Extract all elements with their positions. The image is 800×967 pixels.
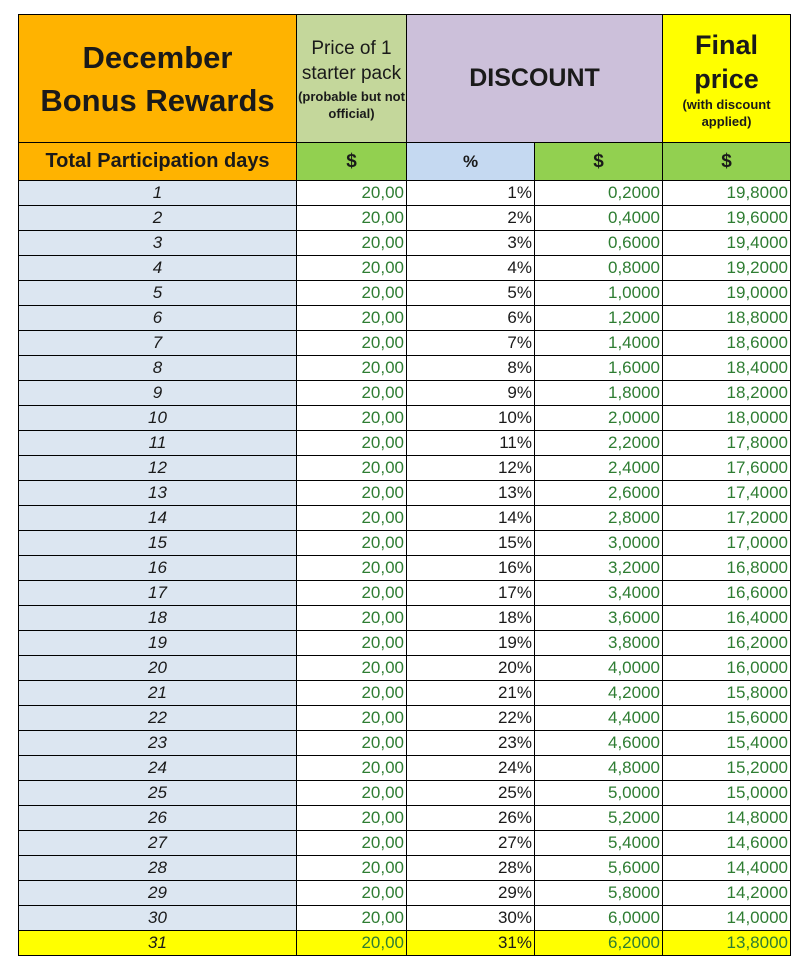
discount-amount-cell[interactable]: 6,2000 [535, 931, 663, 956]
discount-percent-cell[interactable]: 17% [407, 581, 535, 606]
discount-percent-cell[interactable]: 18% [407, 606, 535, 631]
discount-percent-cell[interactable]: 5% [407, 281, 535, 306]
discount-percent-cell[interactable]: 7% [407, 331, 535, 356]
table-row [19, 931, 791, 956]
final-price-cell[interactable]: 19,8000 [663, 181, 791, 206]
final-price-cell[interactable]: 16,2000 [663, 631, 791, 656]
final-price-cell[interactable]: 14,0000 [663, 906, 791, 931]
final-price-cell[interactable]: 18,6000 [663, 331, 791, 356]
final-price-cell[interactable]: 14,2000 [663, 881, 791, 906]
table-row [19, 656, 791, 681]
discount-percent-cell[interactable]: 19% [407, 631, 535, 656]
discount-amount-cell[interactable]: 2,0000 [535, 406, 663, 431]
price-header-note: (probable but not official) [298, 88, 405, 121]
final-price-cell[interactable]: 18,2000 [663, 381, 791, 406]
participation-day-cell[interactable]: 27 [19, 831, 297, 856]
final-price-cell[interactable]: 19,0000 [663, 281, 791, 306]
discount-amount-cell[interactable]: 5,4000 [535, 831, 663, 856]
table-row [19, 731, 791, 756]
table-row [19, 581, 791, 606]
participation-day-cell[interactable]: 13 [19, 481, 297, 506]
price-cell[interactable]: 20,00 [297, 306, 407, 331]
discount-percent-cell[interactable]: 9% [407, 381, 535, 406]
final-price-cell[interactable]: 19,4000 [663, 231, 791, 256]
discount-percent-cell[interactable]: 26% [407, 806, 535, 831]
discount-percent-cell[interactable]: 25% [407, 781, 535, 806]
rewards-table [18, 14, 791, 956]
final-price-cell[interactable]: 19,6000 [663, 206, 791, 231]
final-price-cell[interactable]: 14,4000 [663, 856, 791, 881]
participation-day-cell[interactable]: 1 [19, 181, 297, 206]
discount-amount-cell[interactable]: 0,2000 [535, 181, 663, 206]
price-cell[interactable]: 20,00 [297, 656, 407, 681]
participation-day-cell[interactable]: 3 [19, 231, 297, 256]
table-row [19, 806, 791, 831]
final-price-cell[interactable]: 14,8000 [663, 806, 791, 831]
final-price-cell[interactable]: 16,0000 [663, 656, 791, 681]
price-cell[interactable]: 20,00 [297, 881, 407, 906]
final-price-cell[interactable]: 18,8000 [663, 306, 791, 331]
participation-day-cell[interactable]: 4 [19, 256, 297, 281]
discount-amount-cell[interactable]: 1,6000 [535, 356, 663, 381]
price-cell[interactable]: 20,00 [297, 431, 407, 456]
participation-day-cell[interactable]: 25 [19, 781, 297, 806]
discount-percent-cell[interactable]: 29% [407, 881, 535, 906]
price-cell[interactable]: 20,00 [297, 931, 407, 956]
discount-amount-cell[interactable]: 1,8000 [535, 381, 663, 406]
table-row [19, 331, 791, 356]
discount-header-cell[interactable] [407, 15, 663, 143]
participation-day-cell[interactable]: 22 [19, 706, 297, 731]
discount-percent-cell[interactable]: 4% [407, 256, 535, 281]
participation-day-cell[interactable]: 9 [19, 381, 297, 406]
participation-day-cell[interactable]: 19 [19, 631, 297, 656]
table-body [19, 181, 791, 956]
price-cell[interactable]: 20,00 [297, 381, 407, 406]
final-price-cell[interactable]: 19,2000 [663, 256, 791, 281]
table-row [19, 431, 791, 456]
discount-amount-cell[interactable]: 2,8000 [535, 506, 663, 531]
price-cell[interactable]: 20,00 [297, 806, 407, 831]
price-cell[interactable]: 20,00 [297, 906, 407, 931]
price-cell[interactable]: 20,00 [297, 706, 407, 731]
discount-amount-cell[interactable]: 0,4000 [535, 206, 663, 231]
discount-amount-cell[interactable]: 5,0000 [535, 781, 663, 806]
table-row [19, 831, 791, 856]
discount-percent-cell[interactable]: 22% [407, 706, 535, 731]
discount-amount-cell[interactable]: 6,0000 [535, 906, 663, 931]
price-cell[interactable]: 20,00 [297, 831, 407, 856]
table-row [19, 456, 791, 481]
table-row [19, 281, 791, 306]
discount-percent-cell[interactable]: 11% [407, 431, 535, 456]
participation-day-cell[interactable]: 23 [19, 731, 297, 756]
final-price-cell[interactable]: 16,4000 [663, 606, 791, 631]
table-row [19, 881, 791, 906]
final-price-header-note: (with discount applied) [682, 96, 771, 129]
table-row [19, 481, 791, 506]
final-price-unit-header[interactable]: $ [663, 143, 791, 181]
final-price-cell[interactable]: 18,4000 [663, 356, 791, 381]
discount-percent-cell[interactable]: 6% [407, 306, 535, 331]
participation-day-cell[interactable]: 31 [19, 931, 297, 956]
price-cell[interactable]: 20,00 [297, 456, 407, 481]
participation-day-cell[interactable]: 11 [19, 431, 297, 456]
table-row [19, 681, 791, 706]
final-price-cell[interactable]: 17,2000 [663, 506, 791, 531]
participation-day-cell[interactable]: 29 [19, 881, 297, 906]
discount-amount-cell[interactable]: 2,2000 [535, 431, 663, 456]
discount-percent-cell[interactable]: 8% [407, 356, 535, 381]
discount-amount-cell[interactable]: 4,4000 [535, 706, 663, 731]
discount-amount-header[interactable]: $ [535, 143, 663, 181]
participation-day-cell[interactable]: 18 [19, 606, 297, 631]
table-row [19, 756, 791, 781]
final-price-cell[interactable]: 16,6000 [663, 581, 791, 606]
discount-percent-cell[interactable]: 3% [407, 231, 535, 256]
final-price-cell[interactable]: 17,0000 [663, 531, 791, 556]
discount-percent-cell[interactable]: 21% [407, 681, 535, 706]
price-cell[interactable]: 20,00 [297, 181, 407, 206]
participation-day-cell[interactable]: 20 [19, 656, 297, 681]
final-price-cell[interactable]: 14,6000 [663, 831, 791, 856]
table-row [19, 631, 791, 656]
discount-amount-cell[interactable]: 3,4000 [535, 581, 663, 606]
discount-amount-cell[interactable]: 2,6000 [535, 481, 663, 506]
price-cell[interactable]: 20,00 [297, 856, 407, 881]
title-line-1: December [82, 39, 233, 75]
discount-percent-cell[interactable]: 15% [407, 531, 535, 556]
table-row [19, 781, 791, 806]
final-price-cell[interactable]: 17,4000 [663, 481, 791, 506]
final-price-cell[interactable]: 15,2000 [663, 756, 791, 781]
table-row [19, 231, 791, 256]
discount-percent-cell[interactable]: 31% [407, 931, 535, 956]
final-price-cell[interactable]: 15,8000 [663, 681, 791, 706]
discount-amount-cell[interactable]: 2,4000 [535, 456, 663, 481]
participation-day-cell[interactable]: 7 [19, 331, 297, 356]
table-row [19, 706, 791, 731]
discount-amount-cell[interactable]: 5,8000 [535, 881, 663, 906]
price-cell[interactable]: 20,00 [297, 231, 407, 256]
table-row [19, 506, 791, 531]
price-cell[interactable]: 20,00 [297, 356, 407, 381]
participation-day-cell[interactable]: 24 [19, 756, 297, 781]
discount-percent-cell[interactable]: 30% [407, 906, 535, 931]
discount-percent-cell[interactable]: 10% [407, 406, 535, 431]
final-price-header-title: Final price [694, 29, 759, 94]
participation-day-cell[interactable]: 14 [19, 506, 297, 531]
price-unit-header[interactable]: $ [297, 143, 407, 181]
discount-amount-cell[interactable]: 1,4000 [535, 331, 663, 356]
table-row [19, 356, 791, 381]
price-cell[interactable]: 20,00 [297, 781, 407, 806]
price-cell[interactable]: 20,00 [297, 406, 407, 431]
table-row [19, 256, 791, 281]
price-cell[interactable]: 20,00 [297, 581, 407, 606]
participation-day-cell[interactable]: 15 [19, 531, 297, 556]
discount-amount-cell[interactable]: 3,0000 [535, 531, 663, 556]
discount-percent-cell[interactable]: 12% [407, 456, 535, 481]
price-cell[interactable]: 20,00 [297, 281, 407, 306]
price-header-title: Price of 1 starter pack [301, 37, 402, 84]
discount-percent-cell[interactable]: 24% [407, 756, 535, 781]
discount-amount-cell[interactable]: 3,2000 [535, 556, 663, 581]
discount-percent-cell[interactable]: 27% [407, 831, 535, 856]
price-cell[interactable]: 20,00 [297, 631, 407, 656]
price-cell[interactable]: 20,00 [297, 506, 407, 531]
discount-percent-cell[interactable]: 23% [407, 731, 535, 756]
participation-day-cell[interactable]: 12 [19, 456, 297, 481]
participation-day-cell[interactable]: 30 [19, 906, 297, 931]
final-price-cell[interactable]: 18,0000 [663, 406, 791, 431]
discount-amount-cell[interactable]: 5,2000 [535, 806, 663, 831]
days-column-header[interactable]: Total Participation days [19, 143, 297, 181]
discount-header-title: DISCOUNT [469, 64, 600, 92]
price-cell[interactable]: 20,00 [297, 681, 407, 706]
discount-amount-cell[interactable]: 5,6000 [535, 856, 663, 881]
table-row [19, 531, 791, 556]
participation-day-cell[interactable]: 8 [19, 356, 297, 381]
price-cell[interactable]: 20,00 [297, 731, 407, 756]
discount-amount-cell[interactable]: 3,6000 [535, 606, 663, 631]
discount-amount-cell[interactable]: 1,2000 [535, 306, 663, 331]
final-price-cell[interactable]: 15,4000 [663, 731, 791, 756]
price-cell[interactable]: 20,00 [297, 481, 407, 506]
participation-day-cell[interactable]: 17 [19, 581, 297, 606]
price-cell[interactable]: 20,00 [297, 256, 407, 281]
table-row [19, 306, 791, 331]
participation-day-cell[interactable]: 6 [19, 306, 297, 331]
table-row [19, 556, 791, 581]
participation-day-cell[interactable]: 2 [19, 206, 297, 231]
price-cell[interactable]: 20,00 [297, 331, 407, 356]
discount-percent-cell[interactable]: 14% [407, 506, 535, 531]
discount-percent-cell[interactable]: 13% [407, 481, 535, 506]
participation-day-cell[interactable]: 5 [19, 281, 297, 306]
table-row [19, 206, 791, 231]
title-line-2: Bonus Rewards [40, 82, 275, 118]
participation-day-cell[interactable]: 28 [19, 856, 297, 881]
table-row [19, 856, 791, 881]
final-price-cell[interactable]: 17,8000 [663, 431, 791, 456]
discount-amount-cell[interactable]: 1,0000 [535, 281, 663, 306]
discount-amount-cell[interactable]: 4,8000 [535, 756, 663, 781]
final-price-cell[interactable]: 15,0000 [663, 781, 791, 806]
discount-percent-cell[interactable]: 28% [407, 856, 535, 881]
final-price-cell[interactable]: 17,6000 [663, 456, 791, 481]
discount-percent-cell[interactable]: 2% [407, 206, 535, 231]
discount-amount-cell[interactable]: 3,8000 [535, 631, 663, 656]
final-price-cell[interactable]: 13,8000 [663, 931, 791, 956]
participation-day-cell[interactable]: 26 [19, 806, 297, 831]
price-cell[interactable]: 20,00 [297, 606, 407, 631]
discount-amount-cell[interactable]: 4,6000 [535, 731, 663, 756]
final-price-cell[interactable]: 16,8000 [663, 556, 791, 581]
discount-percent-cell[interactable]: 1% [407, 181, 535, 206]
discount-amount-cell[interactable]: 4,0000 [535, 656, 663, 681]
price-cell[interactable]: 20,00 [297, 531, 407, 556]
price-cell[interactable]: 20,00 [297, 206, 407, 231]
price-header-cell[interactable] [297, 15, 407, 143]
price-cell[interactable]: 20,00 [297, 756, 407, 781]
discount-percent-cell[interactable]: 20% [407, 656, 535, 681]
participation-day-cell[interactable]: 10 [19, 406, 297, 431]
participation-day-cell[interactable]: 16 [19, 556, 297, 581]
table-row [19, 406, 791, 431]
table-row [19, 381, 791, 406]
price-cell[interactable]: 20,00 [297, 556, 407, 581]
discount-percent-header[interactable]: % [407, 143, 535, 181]
table-title-cell[interactable] [19, 15, 297, 143]
table-row [19, 606, 791, 631]
discount-amount-cell[interactable]: 0,8000 [535, 256, 663, 281]
participation-day-cell[interactable]: 21 [19, 681, 297, 706]
discount-percent-cell[interactable]: 16% [407, 556, 535, 581]
final-price-header-cell[interactable] [663, 15, 791, 143]
table-row [19, 906, 791, 931]
table-row [19, 181, 791, 206]
discount-amount-cell[interactable]: 0,6000 [535, 231, 663, 256]
discount-amount-cell[interactable]: 4,2000 [535, 681, 663, 706]
final-price-cell[interactable]: 15,6000 [663, 706, 791, 731]
